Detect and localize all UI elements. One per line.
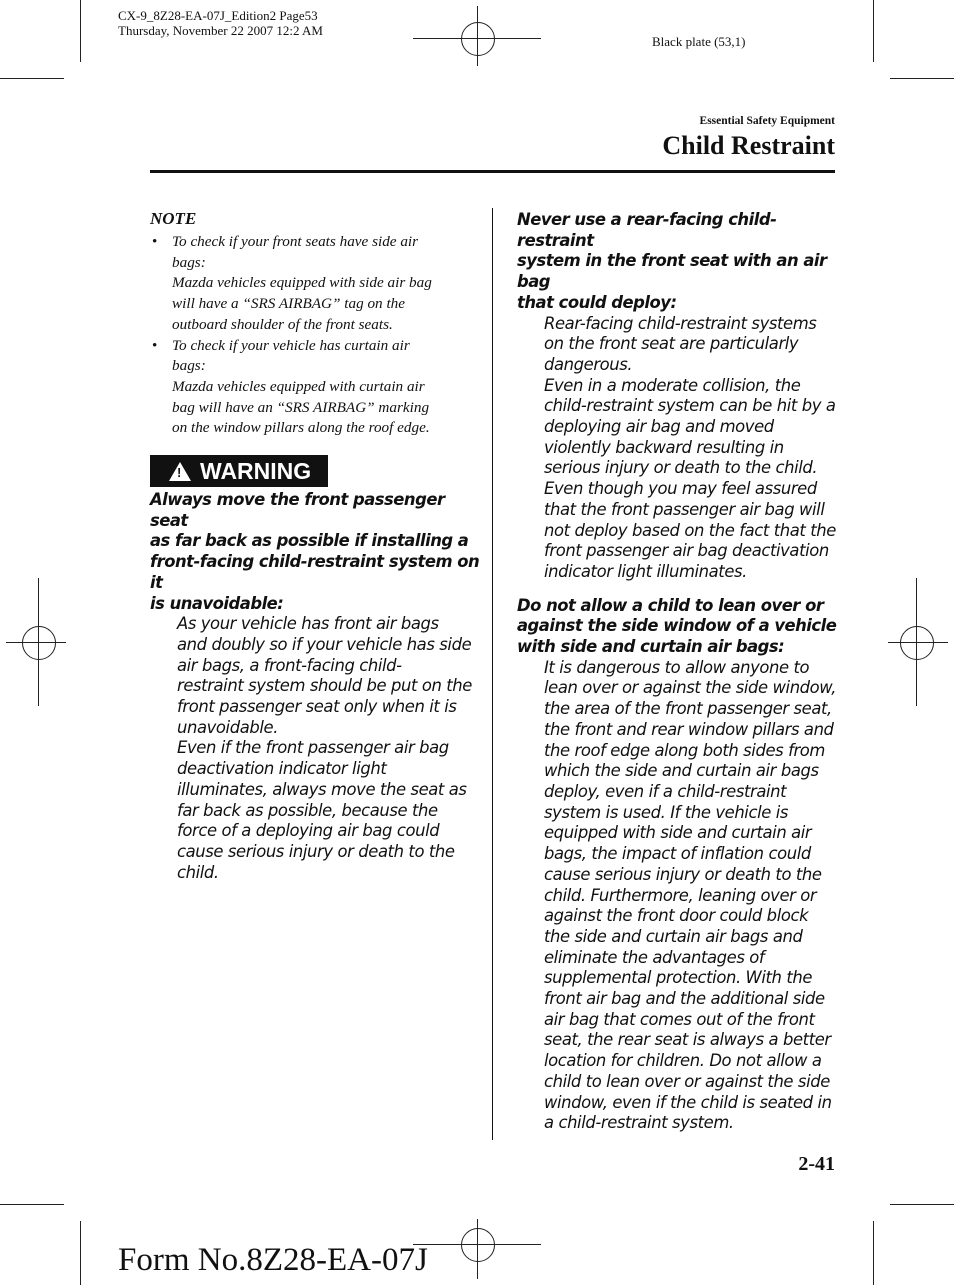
note-line: bag will have an “SRS AIRBAG” marking xyxy=(172,398,430,416)
warning-heading: Do not allow a child to lean over or against the side window of a vehicle with side and curtain air bags: xyxy=(517,595,837,657)
left-column xyxy=(150,209,480,439)
bullet-icon: • xyxy=(152,233,158,250)
warning-heading: Never use a rear-facing child-restraint system in the front seat with an air bag that could deploy: xyxy=(517,210,827,312)
warning-heading: Always move the front passenger seat as far back as possible if installing a front-facing child-restraint system on it is unavoidable: xyxy=(150,490,480,613)
form-number: Form No.8Z28-EA-07J xyxy=(118,1242,428,1278)
note-item xyxy=(150,336,480,440)
left-warning-text xyxy=(150,490,480,883)
warning-banner xyxy=(150,455,328,487)
section-kicker: Essential Safety Equipment xyxy=(699,115,835,127)
warning-label: WARNING xyxy=(200,457,312,484)
registration-target-left xyxy=(6,578,70,706)
note-line: will have a “SRS AIRBAG” tag on the xyxy=(172,295,405,313)
plate-label: Black plate (53,1) xyxy=(652,34,746,49)
bullet-icon: • xyxy=(152,336,158,354)
note-line: To check if your front seats have side air xyxy=(172,233,419,250)
note-line: To check if your vehicle has curtain air xyxy=(172,336,410,354)
note-line: Mazda vehicles equipped with curtain air xyxy=(172,377,425,395)
page-title: Child Restraint xyxy=(662,131,835,160)
note-line: Mazda vehicles equipped with side air bag xyxy=(172,274,432,292)
note-line: on the window pillars along the roof edge. xyxy=(172,419,430,437)
print-header-line1: CX-9_8Z28-EA-07J_Edition2 Page53 xyxy=(118,8,318,23)
note-item xyxy=(150,232,480,336)
print-header xyxy=(118,8,323,38)
print-header-line2: Thursday, November 22 2007 12:2 AM xyxy=(118,23,323,38)
note-line: outboard shoulder of the front seats. xyxy=(172,315,393,333)
registration-target-top xyxy=(413,6,541,70)
note-title: NOTE xyxy=(150,209,197,228)
warning-body: It is dangerous to allow anyone to lean over or against the side window, the area of the front passenger seat, the front and rear window pillars and the roof edge along both sides from which the side and curtain air bags deploy, even if a child-restraint system is used. If the vehicle is equipped with side and curtain air bags, the impact of inflation could cause serious injury or death to the child. Furthermore, leaning over or against the front door could block the side and curtain air bags and eliminate the advantages of supplemental protection. With the front air bag and the additional side air bag that comes out of the front seat, the rear seat is always a better location for children. Do not allow a child to lean over or against the side window, even if the child is seated in a child-restraint system. xyxy=(544,657,837,1133)
right-column xyxy=(517,210,847,1134)
registration-target-right xyxy=(884,578,948,706)
note-line: bags: xyxy=(172,357,206,375)
registration-target-bottom xyxy=(413,1215,541,1279)
page-number: 2-41 xyxy=(798,1153,835,1175)
warning-body: Rear-facing child-restraint systems on the front seat are particularly dangerous. Even in a moderate collision, the child-restraint system can be hit by a deploying air bag and moved violently backward resulting in serious injury or death to the child. Even though you may feel assured that the front passenger air bag will not deploy based on the fact that the front passenger air bag deactivation indicator light illuminates. xyxy=(544,313,836,581)
column-divider xyxy=(492,208,493,1140)
warning-triangle-icon: ! xyxy=(169,462,191,481)
header-rule xyxy=(150,170,835,173)
note-line: bags: xyxy=(172,253,206,271)
note-list xyxy=(150,232,480,439)
warning-body: As your vehicle has front air bags and doubly so if your vehicle has side air bags, a front-facing child- restraint system should be put on the front passenger seat only when it is unavoidable. Even if the front passenger air bag deactivation indicator light illuminates, always move the seat as far back as possible, because the force of a deploying air bag could cause serious injury or death to the child. xyxy=(177,614,472,882)
